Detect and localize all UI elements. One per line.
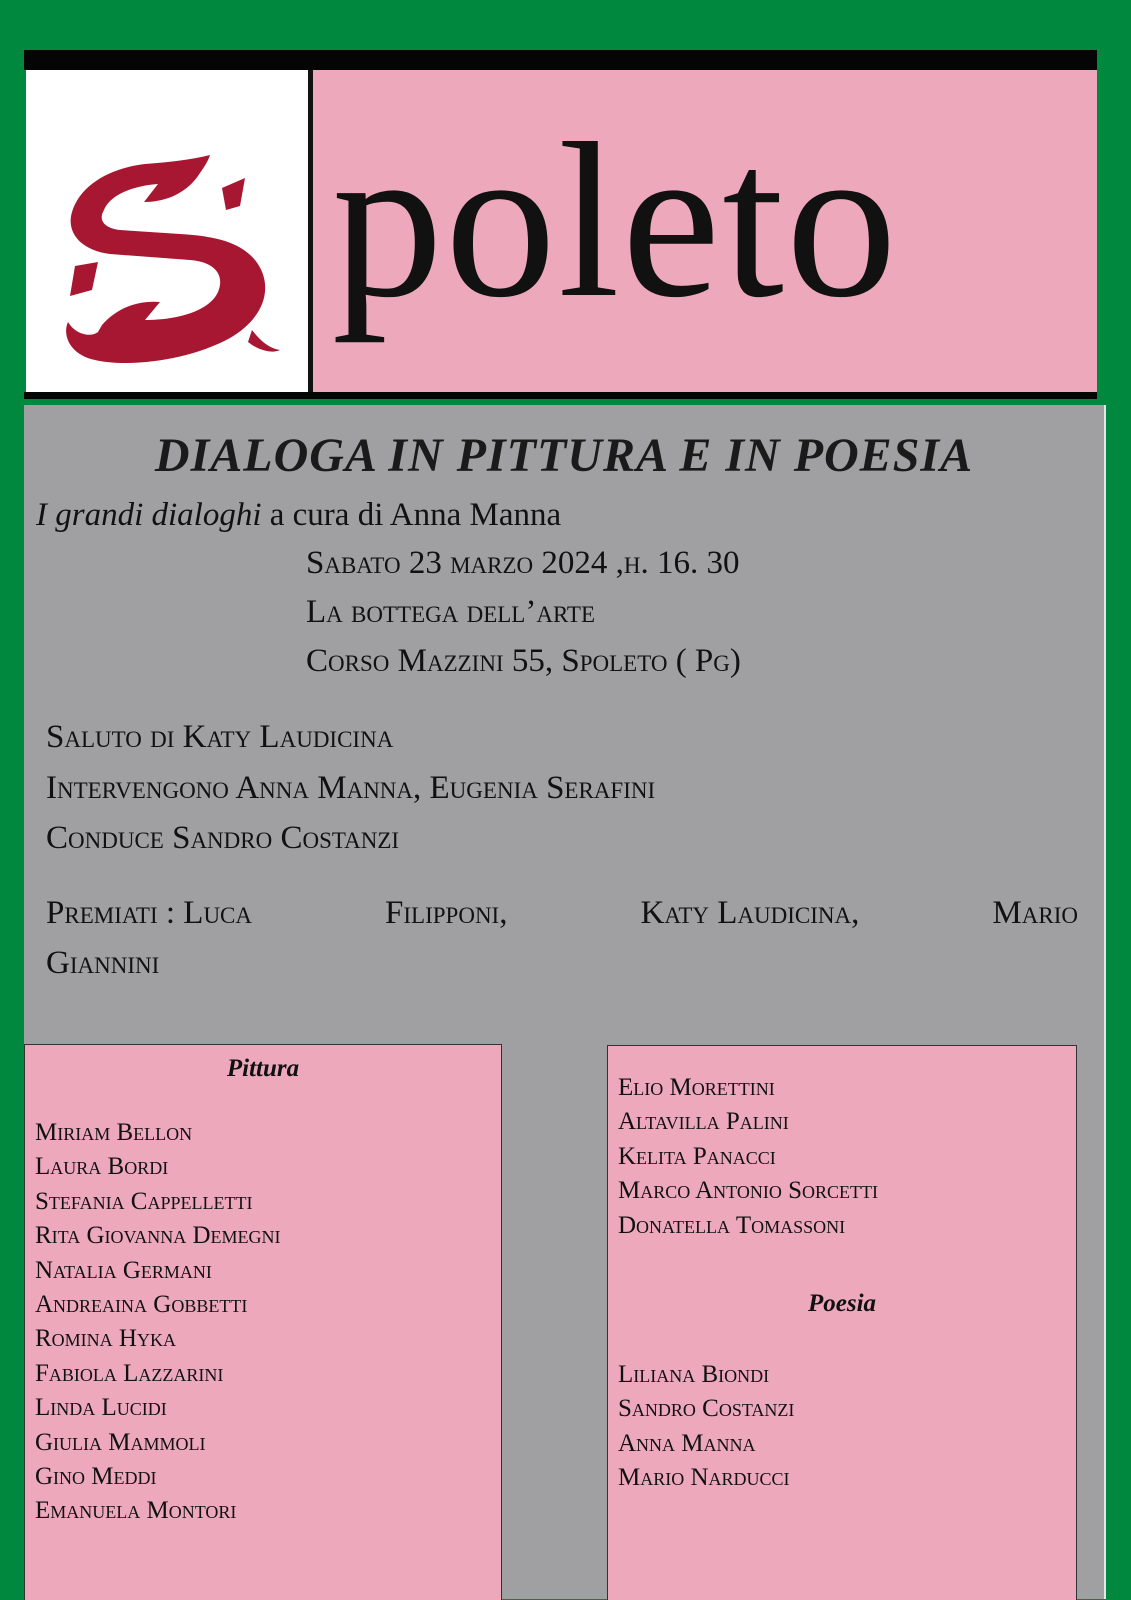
pittura-list [35,1116,281,1529]
list-item: Gino Meddi [35,1462,157,1490]
program-conduce: Conduce Sandro Costanzi [46,820,400,856]
program-intervengono: Intervengono Anna Manna, Eugenia Serafini [46,770,656,806]
list-item: Mario Narducci [618,1464,790,1492]
list-item: Linda Lucidi [35,1394,167,1422]
list-item: Liliana Biondi [618,1361,770,1388]
series-name: I grandi dialoghi [36,497,262,533]
list-item: Natalia Germani [35,1256,212,1284]
awards-line-1 [46,895,1078,932]
list-item: Stefania Cappelletti [35,1187,253,1215]
gothic-s-logo-icon [40,150,290,375]
list-item: Laura Bordi [35,1153,169,1181]
awards-part: Mario [992,895,1078,931]
list-item: Donatella Tomassoni [618,1211,846,1239]
list-item: Andreaina Gobbetti [35,1290,248,1318]
pittura-box [24,1044,502,1600]
poesia-list [618,1358,794,1496]
list-item: Kelita Panacci [618,1142,776,1170]
list-item: Miriam Bellon [35,1119,193,1146]
list-item: Emanuela Montori [35,1497,237,1525]
awards-line-2: Giannini [46,945,160,981]
awards-part: Filipponi, [385,895,508,931]
event-venue: La bottega dell’arte [306,594,596,630]
list-item: Anna Manna [618,1429,756,1457]
event-title: DIALOGA IN PITTURA E IN POESIA [154,429,974,482]
list-item: Rita Giovanna Demegni [35,1222,281,1250]
list-item: Sandro Costanzi [618,1395,795,1423]
curator: a cura di Anna Manna [269,497,562,533]
pittura-poesia-box [607,1045,1077,1600]
pittura-list-continued [618,1071,878,1243]
awards-part: Katy Laudicina, [640,895,860,931]
list-item: Marco Antonio Sorcetti [618,1177,878,1205]
list-item: Romina Hyka [35,1325,176,1353]
header-bottom-rule [24,392,1097,399]
list-item: Fabiola Lazzarini [35,1359,224,1387]
event-address: Corso Mazzini 55, Spoleto ( Pg) [306,643,741,679]
pittura-heading: Pittura [226,1055,300,1082]
program-saluto: Saluto di Katy Laudicina [46,719,394,755]
awards-part: Premiati : Luca [46,895,253,931]
series-line [36,497,561,534]
logo-divider [308,70,313,395]
list-item: Elio Morettini [618,1074,775,1101]
list-item: Altavilla Palini [618,1108,789,1136]
poesia-heading: Poesia [807,1290,877,1317]
brand-wordmark: poleto [332,98,899,344]
list-item: Giulia Mammoli [35,1428,206,1456]
header-top-rule [24,50,1097,70]
event-date: Sabato 23 marzo 2024 ,h. 16. 30 [306,545,740,581]
